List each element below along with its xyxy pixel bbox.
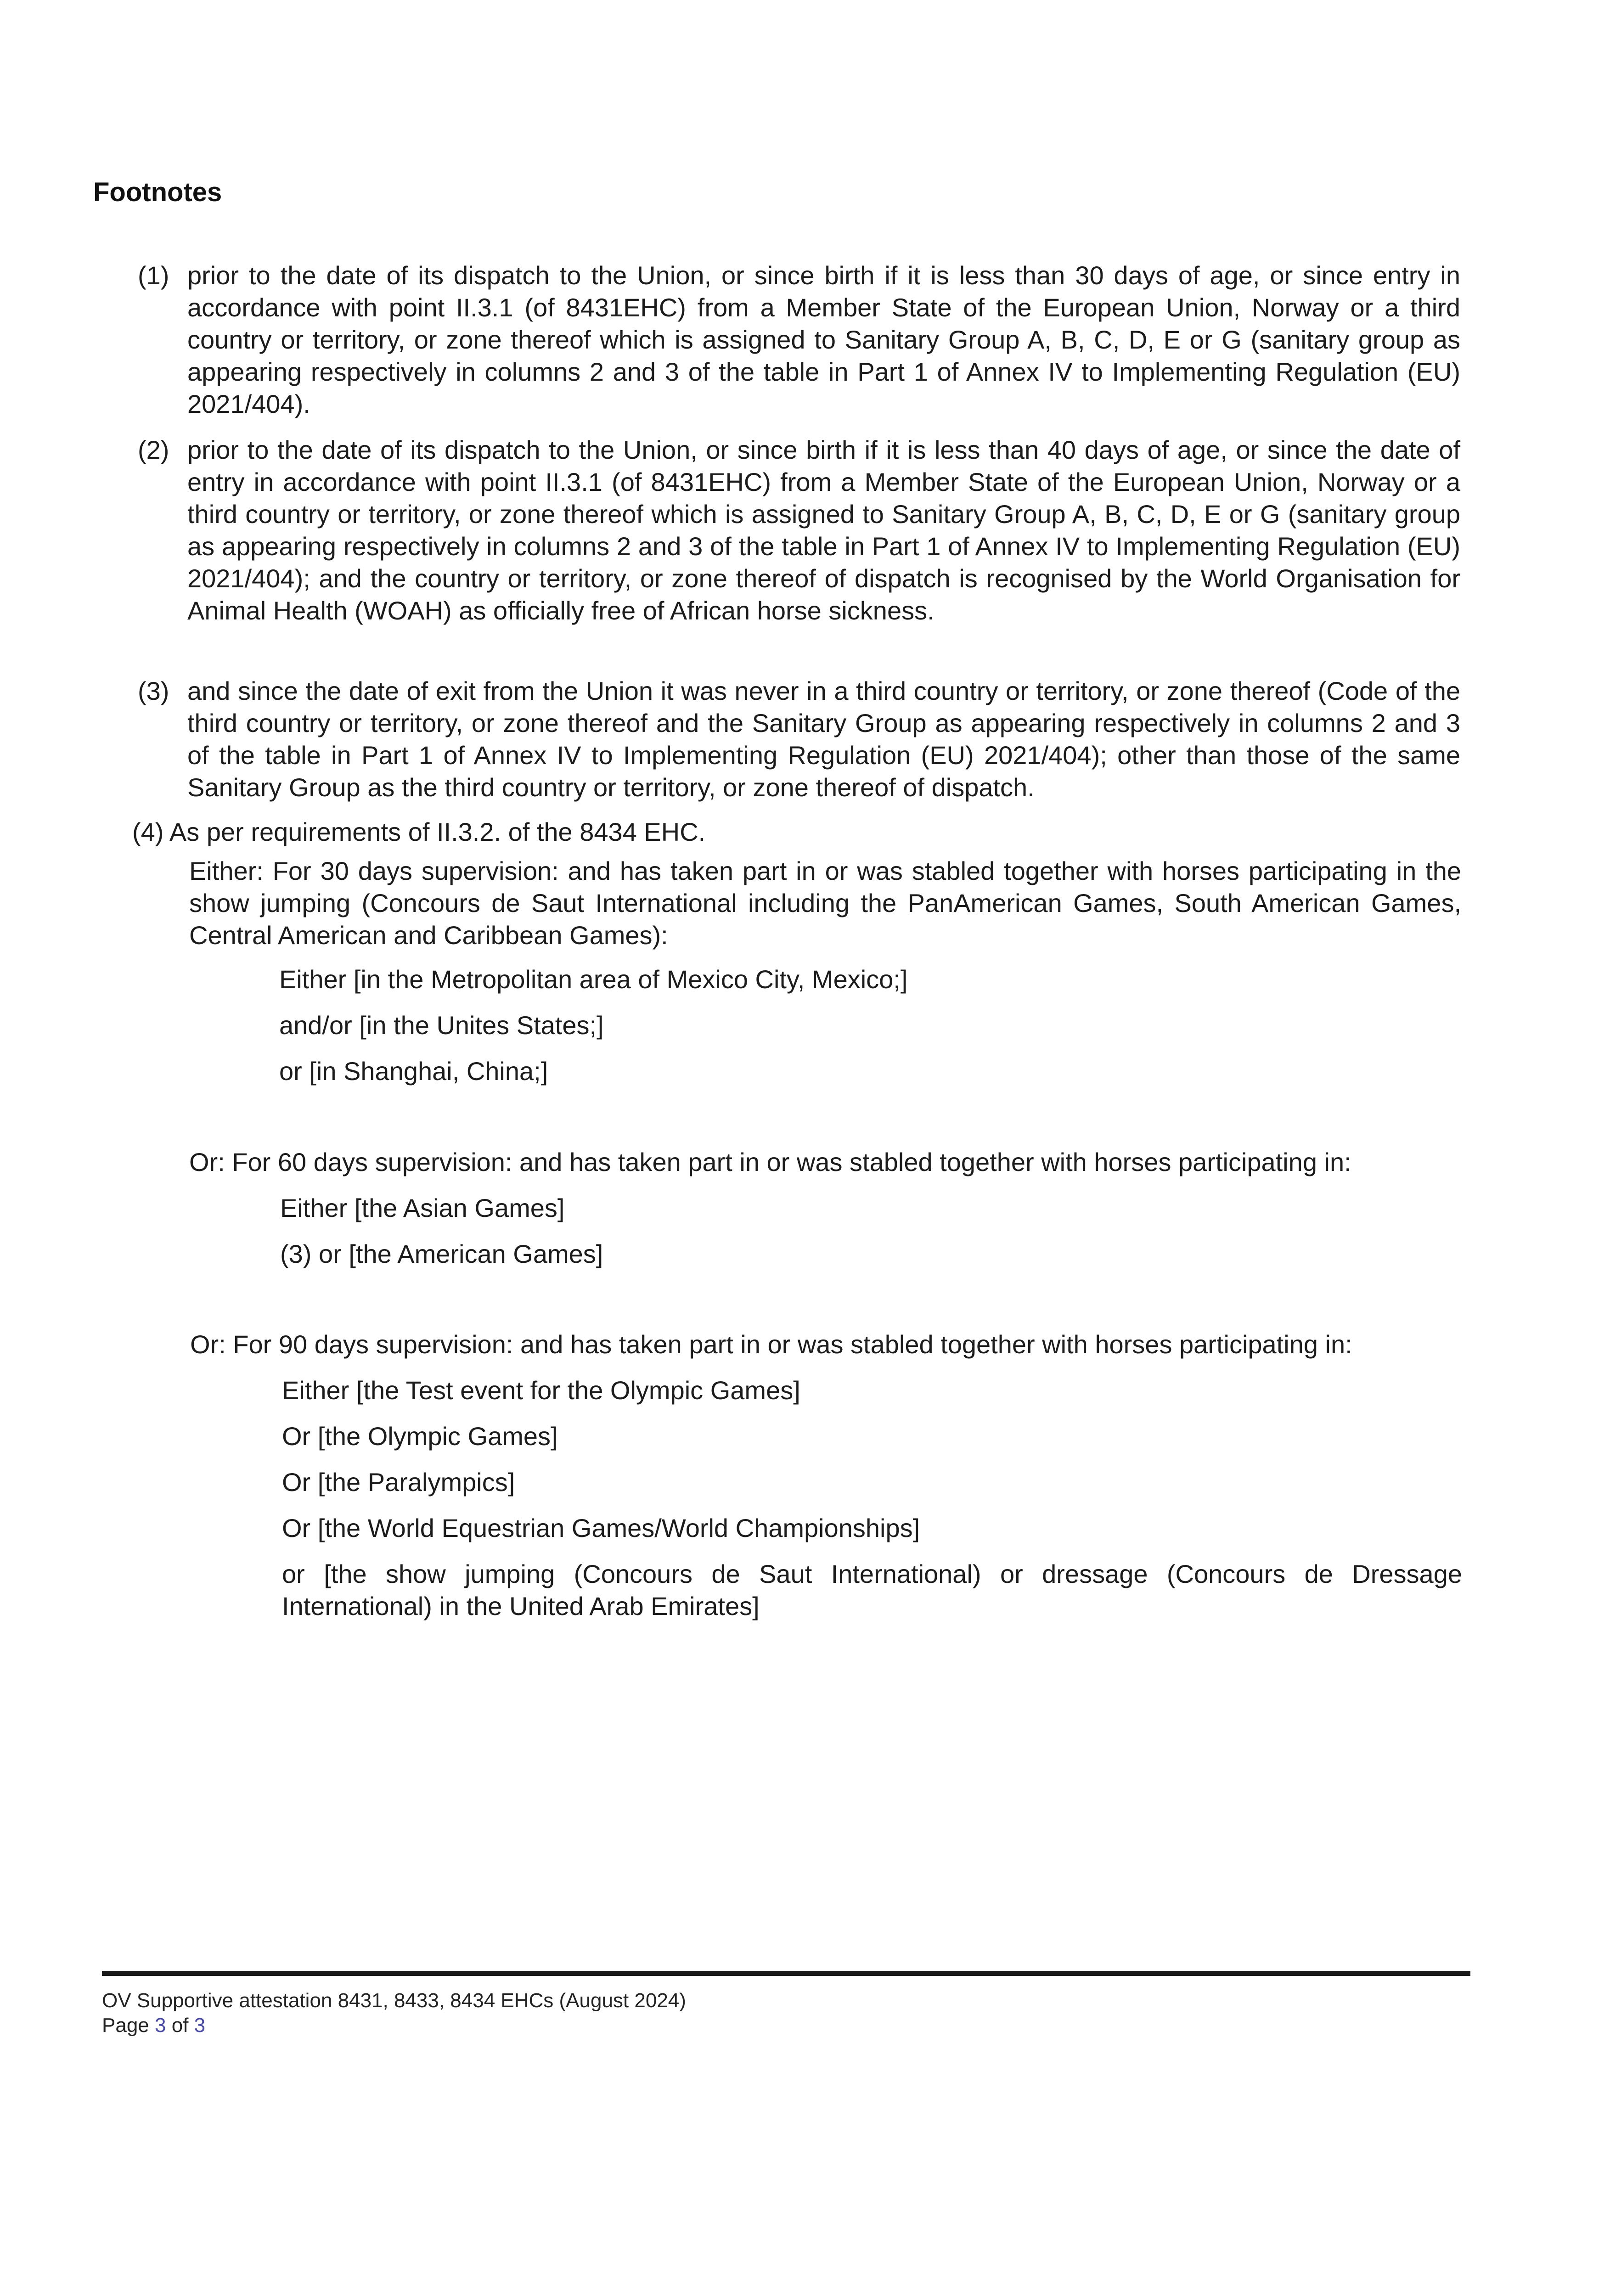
note-4-title: (4) As per requirements of II.3.2. of the 8434 EHC. [132,817,706,846]
option-90-item-4: Or [the World Equestrian Games/World Championships] [282,1514,920,1542]
footer-document-title: OV Supportive attestation 8431, 8433, 8434 EHCs (August 2024) [102,1989,686,2012]
option-60-item-2: (3) or [the American Games] [280,1239,603,1268]
option-30-item-2: and/or [in the Unites States;] [279,1011,604,1040]
footnote-number: (2) [138,435,169,464]
option-60-days-text: Or: For 60 days supervision: and has taken part in or was stabled together with horses participating in: [189,1148,1351,1176]
option-90-item-5: or [the show jumping (Concours de Saut International) or dressage (Concours de Dressage International) in the United Arab Emirates] [282,1559,1462,1621]
footnote-text: prior to the date of its dispatch to the Union, or since birth if it is less than 30 days of age, or since entry in accordance with point II.3.1 (of 8431EHC) from a Member State of the European Union, Norway or a third country or territory, or zone thereof which is assigned to Sanitary Group A, B, C, D, E or G (sanitary group as appearing respectively in columns 2 and 3 of the table in Part 1 of Annex IV to Implementing Regulation (EU) 2021/404). [187,261,1460,418]
option-90-item-2: Or [the Olympic Games] [282,1422,558,1451]
option-90-item-1: Either [the Test event for the Olympic Games] [282,1376,800,1405]
footnote-1 [138,259,1460,420]
page-total: 3 [194,2014,206,2037]
footnote-text: prior to the date of its dispatch to the Union, or since birth if it is less than 40 days of age, or since the date of entry in accordance with point II.3.1 (of 8431EHC) from a Member State of the European Union, Norway or a third country or territory, or zone thereof which is assigned to Sanitary Group A, B, C, D, E or G (sanitary group as appearing respectively in columns 2 and 3 of the table in Part 1 of Annex IV to Implementing Regulation (EU) 2021/404); and the country or territory, or zone thereof of dispatch is recognised by the World Organisation for Animal Health (WOAH) as officially free of African horse sickness. [187,435,1460,625]
page-label: Page [102,2014,149,2037]
footnote-number: (3) [138,676,169,705]
footnote-text: and since the date of exit from the Union it was never in a third country or territory, or zone thereof (Code of the third country or territory, or zone thereof and the Sanitary Group as appearing respectively in columns 2 and 3 of the table in Part 1 of Annex IV to Implementing Regulation (EU) 2021/404); other than those of the same Sanitary Group as the third country or territory, or zone thereof of dispatch. [187,676,1460,802]
footnote-number: (1) [138,261,169,290]
footer-page-number [102,2013,205,2038]
footnote-2 [138,434,1460,627]
option-30-days-text: Either: For 30 days supervision: and has taken part in or was stabled together with horses participating in the show jumping (Concours de Saut International including the PanAmerican Games, South American Games, Central American and Caribbean Games): [189,856,1461,950]
footer-rule [102,1971,1470,1976]
option-30-item-3: or [in Shanghai, China;] [279,1057,548,1086]
page-of: of [171,2014,189,2037]
footnote-3 [138,675,1460,804]
option-30-item-1: Either [in the Metropolitan area of Mexico City, Mexico;] [279,965,908,994]
page-current: 3 [155,2014,166,2037]
option-90-item-3: Or [the Paralympics] [282,1468,515,1497]
option-60-item-1: Either [the Asian Games] [280,1193,565,1222]
option-90-days-text: Or: For 90 days supervision: and has taken part in or was stabled together with horses participating in: [190,1330,1352,1359]
page-heading: Footnotes [93,177,222,207]
